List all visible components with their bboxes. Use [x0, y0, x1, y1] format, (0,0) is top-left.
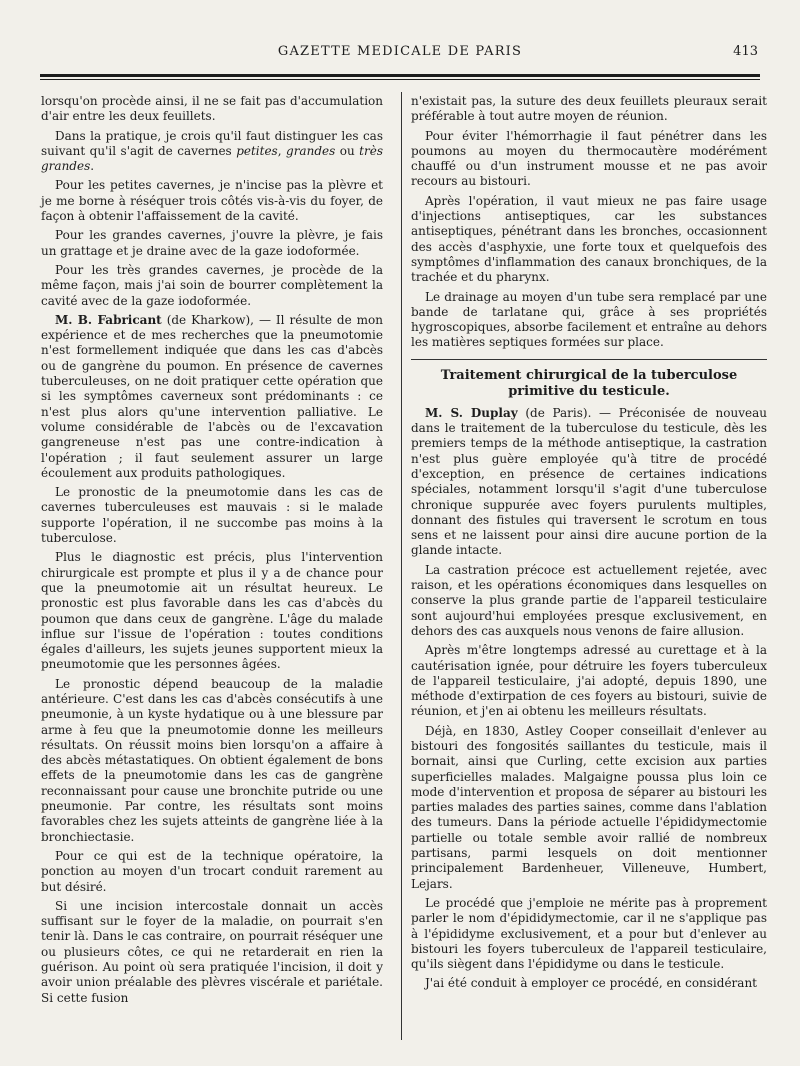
section-title: Traitement chirurgical de la tuberculose primitive du testicule.	[440, 367, 738, 399]
text-run: Dans la pratique, je crois qu'il faut distinguer les cas suivant qu'il s'agit de cavernes	[41, 128, 383, 158]
paragraph	[411, 406, 767, 559]
paragraph: J'ai été conduit à employer ce procédé, en considérant	[425, 976, 757, 991]
paragraph: Le pronostic de la pneumotomie dans les cas de cavernes tuberculeuses est mauvais : si le malade supporte l'opération, il ne succombe pas moins à la tuberculose.	[41, 485, 383, 546]
paragraph	[41, 129, 383, 175]
paragraph: Pour les grandes cavernes, j'ouvre la plèvre, je fais un grattage et je draine avec de la gaze iodoformée.	[41, 228, 383, 258]
paragraph: Pour les petites cavernes, je n'incise pas la plèvre et je me borne à réséquer trois côtés vis-à-vis du foyer, de façon à obtenir l'affaissement de la cavité.	[41, 178, 383, 224]
column-divider	[401, 92, 402, 1040]
page-header	[40, 44, 760, 66]
text-run: ,	[277, 143, 287, 158]
text-run: ou	[335, 143, 360, 158]
paragraph: Pour les très grandes cavernes, je procède de la même façon, mais j'ai soin de bourrer complètement la cavité avec de la gaze iodoformée.	[41, 262, 383, 308]
paragraph: Après m'être longtemps adressé au curettage et à la cautérisation ignée, pour détruire les foyers tuberculeux de l'appareil testiculaire, j'ai adopté, depuis 1890, une méthode d'extirpation de ces foyers au bistouri, suivie de réunion, et j'en ai obtenu les meilleurs résultats.	[411, 643, 767, 719]
header-rule-thin	[40, 79, 760, 80]
text-run: .	[90, 159, 95, 174]
paragraph: Déjà, en 1830, Astley Cooper conseillait d'enlever au bistouri des fongosités saillantes du testicule, mais il bornait, ainsi que Curling, cette excision aux parties superficielles malades. Malgaigne poussa plus loin ce mode d'intervention et proposa de séparer au bistouri les parties malades des parties saines, comme dans l'ablation des tumeurs. Dans la période actuelle l'épididymectomie partielle ou totale semble avoir rallié de nombreux partisans, parmi lesquels on doit mentionner principalement Bardenheuer, Villeneuve, Humbert, Lejars.	[411, 723, 767, 891]
paragraph: La castration précoce est actuellement rejetée, avec raison, et les opérations économiques dans lesquelles on conserve la plus grande partie de l'appareil testiculaire sont aujourd'hui employées presque exclusivement, en dehors des cas auxquels nous venons de faire allusion.	[411, 562, 767, 638]
journal-title: GAZETTE MEDICALE DE PARIS	[277, 44, 523, 59]
paragraph: Le procédé que j'emploie ne mérite pas à proprement parler le nom d'épididymectomie, car il ne s'applique pas à l'épididyme exclusivement, et a pour but d'enlever au bistouri les foyers tuberculeux de l'appareil testiculaire, qu'ils siègent dans l'épididyme ou dans le testicule.	[411, 895, 767, 972]
paragraph	[41, 313, 383, 481]
emphasis: grandes	[286, 143, 336, 158]
paragraph: Plus le diagnostic est précis, plus l'intervention chirurgicale est prompte et plus il y a de chance pour que la pneumotomie ait un résultat heureux. Le pronostic est plus favorable dans les cas d'abcès du poumon que dans ceux de gangrène. L'âge du malade influe sur l'issue de l'opération : toutes conditions égales d'ailleurs, les sujets jeunes supportent mieux la pneumotomie que les personnes âgées.	[41, 550, 383, 672]
header-rule	[40, 74, 760, 77]
left-column	[41, 94, 383, 1010]
text-run: (de Kharkow), — Il résulte de mon expérience et de mes recherches que la pneumotomie n'est formellement indiquée que dans les cas d'abcès ou de gangrène du poumon. En présence de cavernes tuberculeuses, on ne doit pratiquer cette opération que si les symptômes caverneux sont prédominants : ce n'est plus alors qu'une intervention palliative. Le volume considérable de l'abcès ou de l'excavation gangreneuse n'est pas une contre-indication à l'opération ; il faut seulement assurer un large écoulement aux produits pathologiques.	[41, 312, 383, 480]
paragraph: Pour éviter l'hémorrhagie il faut pénétrer dans les poumons au moyen du thermocautère modérément chauffé ou d'un instrument mousse et ne pas avoir recours au bistouri.	[411, 128, 767, 189]
emphasis: petites	[236, 143, 278, 158]
text-run: (de Paris). — Préconisée de nouveau dans le traitement de la tuberculose du testicule, dès les premiers temps de la méthode antiseptique, la castration n'est plus guère employée qu'à titre de procédé d'exception, en présence de certaines indications spéciales, notamment lorsqu'il s'agit d'une tuberculose chronique suppurée avec foyers purulents multiples, donnant des fistules qui traversent le scrotum en tous sens et ne laissent pour ainsi dire aucune portion de la glande intacte.	[411, 405, 767, 558]
paragraph: Si une incision intercostale donnait un accès suffisant sur le foyer de la maladie, on pourrait s'en tenir là. Dans le cas contraire, on pourrait réséquer une ou plusieurs côtes, ce qui ne retarderait en rien la guérison. Au point où sera pratiquée l'incision, il doit y avoir union préalable des plèvres viscérale et pariétale. Si cette fusion	[41, 898, 383, 1005]
emphasis: très grandes	[41, 143, 383, 174]
speaker-name: M. B. Fabricant	[55, 312, 162, 327]
paragraph: n'existait pas, la suture des deux feuillets pleuraux serait préférable à tout autre moyen de réunion.	[411, 94, 767, 124]
speaker-name: M. S. Duplay	[425, 405, 518, 420]
paragraph: Le pronostic dépend beaucoup de la maladie antérieure. C'est dans les cas d'abcès consécutifs à une pneumonie, à un kyste hydatique ou à une blessure par arme à feu que la pneumotomie donne les meilleurs résultats. On réussit moins bien lorsqu'on a affaire à des abcès métastatiques. On obtient également de bons effets de la pneumotomie dans les cas de gangrène reconnaissant pour cause une bronchite putride ou une pneumonie. Par contre, les résultats sont moins favorables chez les sujets atteints de gangrène liée à la bronchiectasie.	[41, 676, 383, 844]
section-rule	[411, 359, 767, 360]
paragraph: Pour ce qui est de la technique opératoire, la ponction au moyen d'un trocart conduit rarement au but désiré.	[41, 848, 383, 894]
page-number: 413	[733, 44, 758, 59]
right-column	[411, 94, 767, 996]
paragraph: Le drainage au moyen d'un tube sera remplacé par une bande de tarlatane qui, grâce à ses propriétés hygroscopiques, absorbe facilement et entraîne au dehors les matières septiques formées sur place.	[411, 289, 767, 350]
paragraph: Après l'opération, il vaut mieux ne pas faire usage d'injections antiseptiques, car les substances antiseptiques, pénétrant dans les bronches, occasionnent des accès d'asphyxie, une forte toux et quelquefois des symptômes d'inflammation des canaux bronchiques, de la trachée et du pharynx.	[411, 193, 767, 285]
paragraph: lorsqu'on procède ainsi, il ne se fait pas d'accumulation d'air entre les deux feuillets.	[41, 94, 383, 124]
